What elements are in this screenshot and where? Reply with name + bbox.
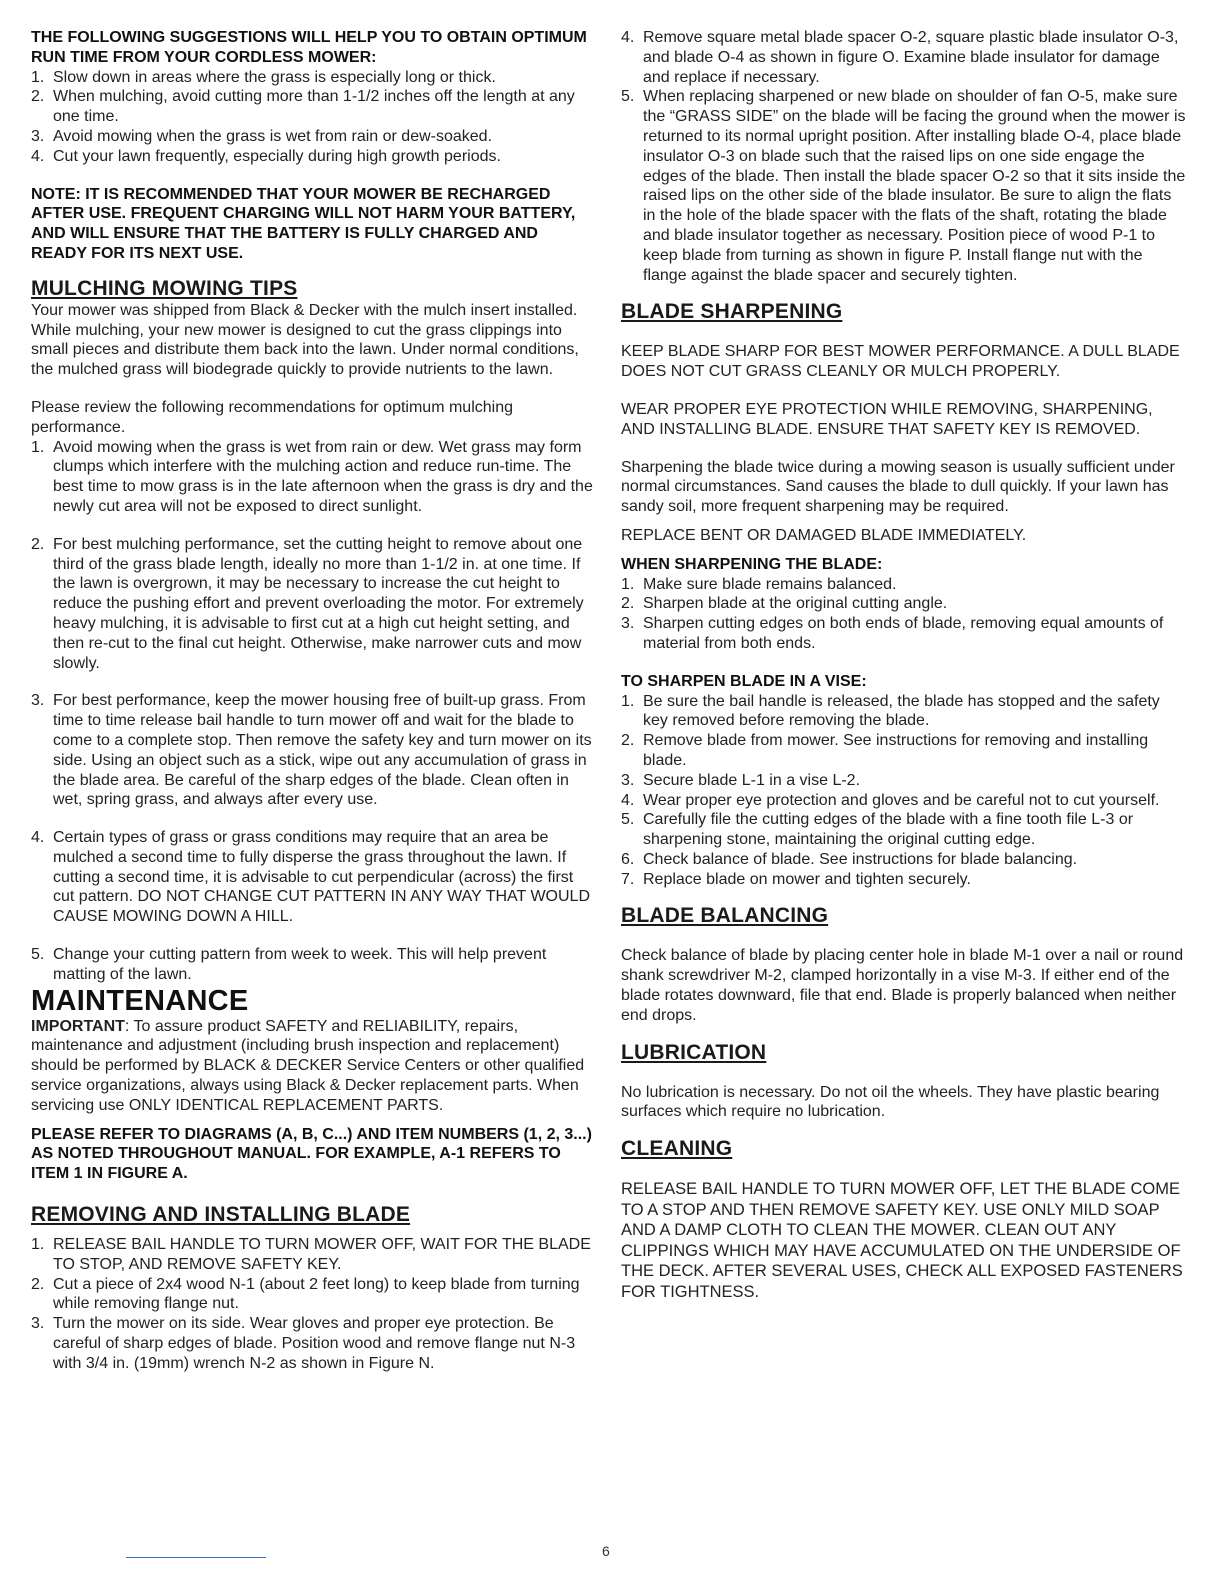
mulching-intro-2: While mulching, your new mower is designed to cut the grass clippings into small pieces and distribute them back into the lawn. Under normal conditions, the mulched grass will biodegrade quickly to provide nutrients to the lawn. (31, 321, 579, 379)
removing-blade-list (31, 1235, 597, 1374)
maintenance-heading: MAINTENANCE (31, 984, 249, 1017)
blade-sharpening-heading: BLADE SHARPENING (621, 300, 843, 324)
cleaning-heading: CLEANING (621, 1137, 733, 1161)
list-item: 4. Cut your lawn frequently, especially during high growth periods. (31, 147, 501, 165)
list-item: 7. Replace blade on mower and tighten securely. (621, 870, 971, 888)
list-item: 2. Sharpen blade at the original cutting angle. (621, 595, 948, 613)
eye-protection-warning: WEAR PROPER EYE PROTECTION WHILE REMOVING, SHARPENING, AND INSTALLING BLADE. ENSURE THAT SAFETY KEY IS REMOVED. (621, 400, 1153, 438)
list-item: 1. Make sure blade remains balanced. (621, 575, 897, 593)
list-item: 5. Change your cutting pattern from week to week. This will help prevent matting of the lawn. (31, 946, 547, 983)
important-paragraph: IMPORTANT: To assure product SAFETY and RELIABILITY, repairs, maintenance and adjustment (including brush inspection and replacement) should be performed by BLACK & DECKER Service Centers or other qualified service organizations, always using Black & Decker replacement parts. When servicing use ONLY IDENTICAL REPLACEMENT PARTS. (31, 1017, 585, 1114)
mulching-intro-1: Your mower was shipped from Black & Decker with the mulch insert installed. (31, 301, 578, 319)
list-item: 1. Slow down in areas where the grass is especially long or thick. (31, 68, 496, 86)
list-item: 2. Remove blade from mower. See instructions for removing and installing blade. (621, 732, 1149, 769)
list-item: 1. RELEASE BAIL HANDLE TO TURN MOWER OFF, WAIT FOR THE BLADE TO STOP, AND REMOVE SAFETY KEY. (31, 1236, 591, 1273)
recharge-note: NOTE: IT IS RECOMMENDED THAT YOUR MOWER BE RECHARGED AFTER USE. FREQUENT CHARGING WILL NOT HARM YOUR BATTERY, AND WILL ENSURE THAT THE BATTERY IS FULLY CHARGED AND READY FOR ITS NEXT USE. (31, 185, 576, 262)
list-item: 3. Turn the mower on its side. Wear gloves and proper eye protection. Be careful of sharp edges of blade. Position wood and remove flange nut N-3 with 3/4 in. (19mm) wrench N-2 as shown in Figure N. (31, 1315, 576, 1372)
left-column (31, 28, 597, 1374)
removing-blade-list-continued (621, 28, 1187, 285)
balancing-paragraph: Check balance of blade by placing center hole in blade M-1 over a nail or round shank screwdriver M-2, clamped horizontally in a vise M-3. If either end of the blade rotates downward, file that end. Blade is properly balanced when neither end drops. (621, 947, 1184, 1024)
removing-blade-heading: REMOVING AND INSTALLING BLADE (31, 1203, 411, 1227)
run-time-tips-list (31, 68, 597, 167)
lubrication-paragraph: No lubrication is necessary. Do not oil the wheels. They have plastic bearing surfaces which require no lubrication. (621, 1083, 1160, 1121)
list-item: 2. Cut a piece of 2x4 wood N-1 (about 2 feet long) to keep blade from turning while removing flange nut. (31, 1275, 580, 1313)
cleaning-paragraph: RELEASE BAIL HANDLE TO TURN MOWER OFF, LET THE BLADE COME TO A STOP AND THEN REMOVE SAFETY KEY. USE ONLY MILD SOAP AND A DAMP CLOTH TO CLEAN THE MOWER. CLEAN OUT ANY CLIPPINGS WHICH MAY HAVE ACCUMULATED ON THE UNDERSIDE OF THE DECK. AFTER SEVERAL USES, CHECK ALL EXPOSED FASTENERS FOR TIGHTNESS. (621, 1180, 1183, 1301)
blade-balancing-heading: BLADE BALANCING (621, 904, 829, 928)
lubrication-heading: LUBRICATION (621, 1040, 767, 1064)
keep-blade-sharp: KEEP BLADE SHARP FOR BEST MOWER PERFORMANCE. A DULL BLADE DOES NOT CUT GRASS CLEANLY OR MULCH PROPERLY. (621, 343, 1180, 381)
when-sharpening-list (621, 575, 1187, 654)
page-number: 6 (602, 1543, 610, 1559)
right-column (621, 28, 1187, 1302)
refer-diagrams-note: PLEASE REFER TO DIAGRAMS (A, B, C...) AND ITEM NUMBERS (1, 2, 3...) AS NOTED THROUGHOUT MANUAL. FOR EXAMPLE, A-1 REFERS TO ITEM 1 IN FIGURE A. (31, 1125, 592, 1183)
list-item: 3. For best performance, keep the mower housing free of built-up grass. From time to time release bail handle to turn mower off and wait for the blade to come to a complete stop. Then remove the safety key and turn mower on its side. Using an object such as a stick, wipe out any accumulation of grass in the blade area. Be careful of the sharp edges of the blade. Clean often in wet, spring grass, and always after every use. (31, 692, 592, 809)
list-item: 2. When mulching, avoid cutting more than 1-1/2 inches off the length at any one time. (31, 88, 575, 126)
list-item: 3. Avoid mowing when the grass is wet from rain or dew-soaked. (31, 127, 493, 145)
mulching-recommendations-list (31, 438, 597, 985)
run-time-tips-heading: THE FOLLOWING SUGGESTIONS WILL HELP YOU TO OBTAIN OPTIMUM RUN TIME FROM YOUR CORDLESS MOWER: (31, 29, 587, 66)
list-item: 3. Secure blade L-1 in a vise L-2. (621, 771, 861, 789)
replace-bent-blade: REPLACE BENT OR DAMAGED BLADE IMMEDIATELY. (621, 526, 1027, 544)
footer-rule (126, 1557, 266, 1558)
list-item: 4. Certain types of grass or grass conditions may require that an area be mulched a second time to fully disperse the grass throughout the lawn. If cutting a second time, it is advisable to cut perpendicular (across) the first cut pattern. DO NOT CHANGE CUT PATTERN IN ANY WAY THAT WOULD CAUSE MOWING DOWN A HILL. (31, 829, 590, 926)
mulching-intro-3: Please review the following recommendations for optimum mulching performance. (31, 398, 513, 436)
when-sharpening-heading: WHEN SHARPENING THE BLADE: (621, 555, 883, 573)
list-item: 6. Check balance of blade. See instructions for blade balancing. (621, 850, 1078, 868)
list-item: 4. Wear proper eye protection and gloves and be careful not to cut yourself. (621, 791, 1160, 809)
list-item: 1. Avoid mowing when the grass is wet from rain or dew. Wet grass may form clumps which interfere with the mulching action and reduce run-time. The best time to mow grass is in the late afternoon when the grass is dry and the newly cut area will not be exposed to direct sunlight. (31, 438, 593, 515)
important-label: IMPORTANT (31, 1017, 125, 1035)
list-item: 2. For best mulching performance, set the cutting height to remove about one third of the grass blade length, ideally no more than 1-1/2 in. at one time. If the lawn is overgrown, it may be necessary to increase the cut height to reduce the pushing effort and prevent overloading the motor. For extremely heavy mulching, it is advisable to first cut at a high cut height setting, and then re-cut to the final cut height. Otherwise, make narrower cuts and mow slowly. (31, 535, 584, 672)
mulching-tips-heading: MULCHING MOWING TIPS (31, 276, 298, 300)
list-item: 4. Remove square metal blade spacer O-2, square plastic blade insulator O-3, and blade O-4 as shown in figure O. Examine blade insulator for damage and replace if necessary. (621, 29, 1179, 86)
list-item: 1. Be sure the bail handle is released, the blade has stopped and the safety key removed before removing the blade. (621, 692, 1160, 730)
vise-heading: TO SHARPEN BLADE IN A VISE: (621, 672, 867, 690)
sharpening-frequency: Sharpening the blade twice during a mowing season is usually sufficient under normal circumstances. Sand causes the blade to dull quickly. If your lawn has sandy soil, more frequent sharpening may be required. (621, 458, 1175, 516)
list-item: 3. Sharpen cutting edges on both ends of blade, removing equal amounts of material from both ends. (621, 615, 1164, 652)
vise-list (621, 692, 1187, 890)
list-item: 5. Carefully file the cutting edges of the blade with a fine tooth file L-3 or sharpening stone, maintaining the original cutting edge. (621, 811, 1134, 849)
list-item: 5. When replacing sharpened or new blade on shoulder of fan O-5, make sure the “GRASS SIDE” on the blade will be facing the ground when the mower is returned to its normal upright position. After installing blade O-4, place blade insulator O-3 on blade such that the raised lips on one side engage the edges of the blade. Then install the blade spacer O-2 so that it sits inside the raised lips on the other side of the blade insulator. Be sure to align the flats in the hole of the blade spacer with the flats of the shaft, rotating the blade and blade insulator together as necessary. Position piece of wood P-1 to keep blade from turning as shown in figure P. Install flange nut with the flange against the blade spacer and securely tighten. (621, 88, 1186, 284)
